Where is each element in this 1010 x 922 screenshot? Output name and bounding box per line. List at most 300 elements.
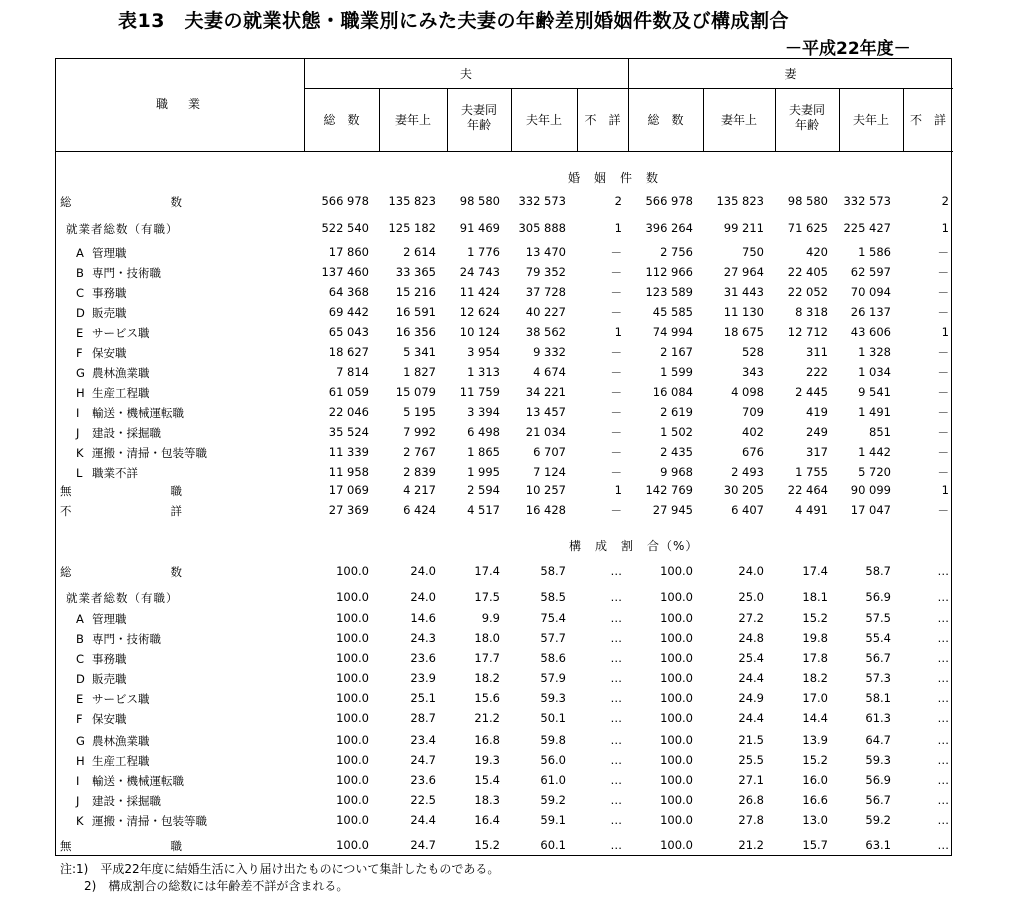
value-cell: 40 227 <box>525 305 566 319</box>
value-cell: 18.1 <box>802 590 828 604</box>
table-row <box>56 691 953 708</box>
value-cell: 79 352 <box>525 265 566 279</box>
table-row <box>56 425 953 442</box>
value-cell: 24 743 <box>459 265 500 279</box>
value-cell: － <box>937 386 949 400</box>
value-cell: 2 <box>941 194 949 208</box>
value-cell: 24.0 <box>738 564 764 578</box>
value-cell: 45 585 <box>652 305 693 319</box>
table-row <box>56 365 953 382</box>
table-title: 表13 夫妻の就業状態・職業別にみた夫妻の年齢差別婚姻件数及び構成割合 <box>118 10 789 32</box>
wife-col-header: 不 詳 <box>909 113 946 127</box>
row-label <box>76 245 127 261</box>
value-cell: 22 052 <box>787 285 828 299</box>
value-cell: － <box>937 426 949 440</box>
value-cell: 1 313 <box>467 365 500 379</box>
value-cell: 100.0 <box>336 793 369 807</box>
value-cell: 1 442 <box>858 445 891 459</box>
value-cell: 9.9 <box>481 611 500 625</box>
value-cell: 15.7 <box>802 838 828 852</box>
value-cell: － <box>610 306 622 320</box>
value-cell: 100.0 <box>336 753 369 767</box>
value-cell: 59.1 <box>540 813 566 827</box>
value-cell: － <box>610 346 622 360</box>
row-label: 就業者総数（有職） <box>66 222 179 236</box>
value-cell: 17.5 <box>474 590 500 604</box>
occupation-name: 事務職 <box>92 286 127 300</box>
occupation-name: 販売職 <box>92 672 127 686</box>
table-subtitle: －平成22年度－ <box>785 39 911 59</box>
row-label-part: 職 <box>170 484 182 498</box>
value-cell: 2 493 <box>731 465 764 479</box>
value-cell: … <box>937 838 949 852</box>
row-label-part: 職 <box>170 839 182 853</box>
row-label <box>76 265 161 281</box>
value-cell: 4 098 <box>731 385 764 399</box>
value-cell: 1 586 <box>858 245 891 259</box>
value-cell: 27.8 <box>738 813 764 827</box>
row-label-part: 無 <box>60 839 72 853</box>
value-cell: 5 195 <box>403 405 436 419</box>
wife-col-header: 夫妻同年齢 <box>788 103 825 132</box>
husband-col-header: 夫年上 <box>525 113 562 127</box>
occupation-name: 輸送・機械運転職 <box>92 774 184 788</box>
value-cell: 13.0 <box>802 813 828 827</box>
value-cell: 4 517 <box>467 503 500 517</box>
value-cell: 24.4 <box>410 813 436 827</box>
value-cell: … <box>610 753 622 767</box>
occupation-code: A <box>76 612 84 626</box>
value-cell: 18.2 <box>474 671 500 685</box>
value-cell: 12 712 <box>787 325 828 339</box>
occupation-code: B <box>76 632 84 646</box>
value-cell: 19.3 <box>474 753 500 767</box>
row-label <box>76 733 150 749</box>
value-cell: 17.8 <box>802 651 828 665</box>
value-cell: 11 424 <box>459 285 500 299</box>
occupation-code: A <box>76 246 84 260</box>
value-cell: 1 034 <box>858 365 891 379</box>
value-cell: 24.3 <box>410 631 436 645</box>
value-cell: 23.9 <box>410 671 436 685</box>
value-cell: 100.0 <box>336 711 369 725</box>
table-row <box>56 385 953 402</box>
value-cell: 22 405 <box>787 265 828 279</box>
occupation-code: I <box>76 774 80 788</box>
occupation-name: 農林漁業職 <box>92 734 150 748</box>
value-cell: 58.7 <box>865 564 891 578</box>
value-cell: … <box>610 793 622 807</box>
value-cell: … <box>937 813 949 827</box>
value-cell: 25.4 <box>738 651 764 665</box>
value-cell: 135 823 <box>388 194 436 208</box>
value-cell: 25.1 <box>410 691 436 705</box>
value-cell: … <box>937 773 949 787</box>
value-cell: 90 099 <box>850 483 891 497</box>
value-cell: 125 182 <box>388 221 436 235</box>
value-cell: － <box>610 366 622 380</box>
value-cell: 123 589 <box>645 285 693 299</box>
occupation-name: 建設・採掘職 <box>92 426 161 440</box>
value-cell: 9 968 <box>660 465 693 479</box>
value-cell: 1 <box>614 221 622 235</box>
value-cell: 7 124 <box>533 465 566 479</box>
value-cell: 112 966 <box>645 265 693 279</box>
value-cell: 100.0 <box>660 611 693 625</box>
value-cell: 17 069 <box>328 483 369 497</box>
value-cell: 317 <box>806 445 828 459</box>
value-cell: 58.7 <box>540 564 566 578</box>
value-cell: 566 978 <box>645 194 693 208</box>
table-row <box>56 611 953 628</box>
value-cell: … <box>937 753 949 767</box>
value-cell: 2 619 <box>660 405 693 419</box>
table-row <box>56 503 953 520</box>
occupation-code: H <box>76 754 85 768</box>
value-cell: 35 524 <box>328 425 369 439</box>
occupation-code: J <box>76 426 80 440</box>
occupation-code: D <box>76 672 85 686</box>
value-cell: 27 369 <box>328 503 369 517</box>
value-cell: … <box>937 631 949 645</box>
value-cell: 100.0 <box>336 590 369 604</box>
table-row <box>56 793 953 810</box>
row-label <box>76 285 127 301</box>
value-cell: 27.1 <box>738 773 764 787</box>
table-row <box>56 445 953 462</box>
section-title: 婚 姻 件 数 <box>568 171 660 185</box>
value-cell: 10 124 <box>459 325 500 339</box>
value-cell: 2 614 <box>403 245 436 259</box>
row-label-part: 詳 <box>170 504 182 518</box>
value-cell: 24.9 <box>738 691 764 705</box>
value-cell: 10 257 <box>525 483 566 497</box>
value-cell: 17.7 <box>474 651 500 665</box>
value-cell: － <box>610 504 622 518</box>
value-cell: 100.0 <box>336 773 369 787</box>
value-cell: 98 580 <box>459 194 500 208</box>
occupation-name: 生産工程職 <box>92 386 150 400</box>
value-cell: 57.9 <box>540 671 566 685</box>
value-cell: 50.1 <box>540 711 566 725</box>
value-cell: 14.4 <box>802 711 828 725</box>
table-row <box>56 245 953 262</box>
value-cell: 142 769 <box>645 483 693 497</box>
occupation-name: 管理職 <box>92 246 127 260</box>
value-cell: 402 <box>742 425 764 439</box>
value-cell: － <box>937 266 949 280</box>
value-cell: 100.0 <box>660 711 693 725</box>
value-cell: … <box>610 691 622 705</box>
occupation-name: 農林漁業職 <box>92 366 150 380</box>
occupation-name: 保安職 <box>92 712 127 726</box>
value-cell: … <box>937 651 949 665</box>
value-cell: 2 594 <box>467 483 500 497</box>
table-row <box>56 305 953 322</box>
row-label <box>76 385 150 401</box>
value-cell: 2 756 <box>660 245 693 259</box>
value-cell: 11 958 <box>328 465 369 479</box>
value-cell: 27 945 <box>652 503 693 517</box>
occupation-name: 専門・技術職 <box>92 632 161 646</box>
value-cell: 15 216 <box>395 285 436 299</box>
husband-col-header: 総 数 <box>323 113 360 127</box>
value-cell: 305 888 <box>518 221 566 235</box>
value-cell: 69 442 <box>328 305 369 319</box>
value-cell: 419 <box>806 405 828 419</box>
header-occupation: 職 業 <box>155 97 204 111</box>
value-cell: 33 365 <box>395 265 436 279</box>
value-cell: 2 435 <box>660 445 693 459</box>
occupation-code: G <box>76 734 85 748</box>
value-cell: 100.0 <box>660 671 693 685</box>
value-cell: 311 <box>806 345 828 359</box>
occupation-code: D <box>76 306 85 320</box>
row-label <box>76 813 207 829</box>
value-cell: － <box>937 286 949 300</box>
value-cell: 18.3 <box>474 793 500 807</box>
value-cell: － <box>937 504 949 518</box>
value-cell: 15.2 <box>802 611 828 625</box>
row-label <box>76 365 150 381</box>
value-cell: 24.7 <box>410 753 436 767</box>
table-row <box>56 265 953 282</box>
value-cell: 100.0 <box>336 631 369 645</box>
occupation-code: G <box>76 366 85 380</box>
value-cell: 2 <box>614 194 622 208</box>
value-cell: 100.0 <box>336 733 369 747</box>
table-row <box>56 221 953 238</box>
value-cell: 851 <box>869 425 891 439</box>
value-cell: … <box>610 651 622 665</box>
value-cell: 100.0 <box>336 813 369 827</box>
value-cell: 6 707 <box>533 445 566 459</box>
value-cell: 24.8 <box>738 631 764 645</box>
value-cell: 21.2 <box>738 838 764 852</box>
value-cell: 100.0 <box>336 671 369 685</box>
row-label <box>76 425 161 441</box>
row-label-part: 数 <box>170 195 182 209</box>
value-cell: 9 541 <box>858 385 891 399</box>
occupation-code: F <box>76 712 83 726</box>
value-cell: 709 <box>742 405 764 419</box>
value-cell: 17.4 <box>474 564 500 578</box>
value-cell: 100.0 <box>660 753 693 767</box>
value-cell: 137 460 <box>321 265 369 279</box>
value-cell: － <box>937 246 949 260</box>
value-cell: 1 <box>941 483 949 497</box>
value-cell: 24.0 <box>410 564 436 578</box>
value-cell: 1 502 <box>660 425 693 439</box>
occupation-code: J <box>76 794 80 808</box>
value-cell: － <box>610 386 622 400</box>
value-cell: 100.0 <box>660 733 693 747</box>
value-cell: 99 211 <box>723 221 764 235</box>
value-cell: 100.0 <box>660 838 693 852</box>
value-cell: … <box>610 711 622 725</box>
value-cell: 57.3 <box>865 671 891 685</box>
value-cell: 8 318 <box>795 305 828 319</box>
value-cell: … <box>610 813 622 827</box>
occupation-name: 輸送・機械運転職 <box>92 406 184 420</box>
value-cell: 74 994 <box>652 325 693 339</box>
value-cell: 4 491 <box>795 503 828 517</box>
row-label <box>76 305 127 321</box>
value-cell: 57.5 <box>865 611 891 625</box>
value-cell: 6 407 <box>731 503 764 517</box>
value-cell: 13.9 <box>802 733 828 747</box>
occupation-name: 販売職 <box>92 306 127 320</box>
value-cell: … <box>610 671 622 685</box>
value-cell: 22.5 <box>410 793 436 807</box>
column-rule <box>628 59 629 151</box>
value-cell: 1 776 <box>467 245 500 259</box>
section-title: 構 成 割 合（%） <box>569 539 699 553</box>
value-cell: 43 606 <box>850 325 891 339</box>
value-cell: 61 059 <box>328 385 369 399</box>
table-row <box>56 345 953 362</box>
value-cell: － <box>937 346 949 360</box>
value-cell: 2 167 <box>660 345 693 359</box>
value-cell: 70 094 <box>850 285 891 299</box>
row-label <box>76 631 161 647</box>
row-label <box>76 405 184 421</box>
value-cell: 59.2 <box>540 793 566 807</box>
value-cell: － <box>937 306 949 320</box>
value-cell: 15.2 <box>802 753 828 767</box>
value-cell: 3 954 <box>467 345 500 359</box>
occupation-name: 職業不詳 <box>92 466 138 480</box>
value-cell: 56.9 <box>865 590 891 604</box>
value-cell: 15.2 <box>474 838 500 852</box>
value-cell: 14.6 <box>410 611 436 625</box>
value-cell: 100.0 <box>336 691 369 705</box>
value-cell: … <box>937 611 949 625</box>
value-cell: 6 424 <box>403 503 436 517</box>
value-cell: 27.2 <box>738 611 764 625</box>
value-cell: 26 137 <box>850 305 891 319</box>
row-label <box>76 345 127 361</box>
value-cell: … <box>610 838 622 852</box>
occupation-code: K <box>76 814 84 828</box>
occupation-name: 事務職 <box>92 652 127 666</box>
table-row <box>56 711 953 728</box>
value-cell: 21.2 <box>474 711 500 725</box>
value-cell: 37 728 <box>525 285 566 299</box>
wife-col-header: 総 数 <box>647 113 684 127</box>
value-cell: 61.0 <box>540 773 566 787</box>
occupation-name: 保安職 <box>92 346 127 360</box>
value-cell: … <box>937 711 949 725</box>
occupation-name: 専門・技術職 <box>92 266 161 280</box>
value-cell: 18.2 <box>802 671 828 685</box>
value-cell: 21 034 <box>525 425 566 439</box>
occupation-code: L <box>76 466 83 480</box>
occupation-code: F <box>76 346 83 360</box>
value-cell: 58.6 <box>540 651 566 665</box>
value-cell: 11 130 <box>723 305 764 319</box>
footnotes <box>60 861 499 895</box>
value-cell: 18.0 <box>474 631 500 645</box>
table-row <box>56 733 953 750</box>
value-cell: 22 464 <box>787 483 828 497</box>
value-cell: … <box>610 590 622 604</box>
value-cell: … <box>610 773 622 787</box>
value-cell: 100.0 <box>660 590 693 604</box>
value-cell: 1 827 <box>403 365 436 379</box>
value-cell: 31 443 <box>723 285 764 299</box>
value-cell: 100.0 <box>336 564 369 578</box>
value-cell: 18 627 <box>328 345 369 359</box>
value-cell: 62 597 <box>850 265 891 279</box>
value-cell: 38 562 <box>525 325 566 339</box>
value-cell: 63.1 <box>865 838 891 852</box>
value-cell: 750 <box>742 245 764 259</box>
value-cell: 58.5 <box>540 590 566 604</box>
value-cell: － <box>610 266 622 280</box>
row-label <box>76 691 150 707</box>
value-cell: 60.1 <box>540 838 566 852</box>
table-row <box>56 325 953 342</box>
value-cell: － <box>610 246 622 260</box>
row-label <box>76 773 184 789</box>
value-cell: 59.2 <box>865 813 891 827</box>
occupation-code: B <box>76 266 84 280</box>
value-cell: 15 079 <box>395 385 436 399</box>
row-label-part: 総 <box>60 565 72 579</box>
value-cell: … <box>937 691 949 705</box>
value-cell: 16.6 <box>802 793 828 807</box>
row-label <box>76 611 127 627</box>
occupation-code: E <box>76 692 84 706</box>
table-row <box>56 813 953 830</box>
value-cell: 2 767 <box>403 445 436 459</box>
value-cell: 100.0 <box>660 564 693 578</box>
value-cell: 34 221 <box>525 385 566 399</box>
value-cell: 9 332 <box>533 345 566 359</box>
row-label <box>76 445 207 461</box>
value-cell: 56.7 <box>865 793 891 807</box>
data-table <box>55 58 952 856</box>
value-cell: 15.4 <box>474 773 500 787</box>
value-cell: － <box>610 426 622 440</box>
value-cell: 100.0 <box>660 691 693 705</box>
value-cell: 98 580 <box>787 194 828 208</box>
value-cell: 1 995 <box>467 465 500 479</box>
value-cell: 59.3 <box>540 691 566 705</box>
occupation-name: サービス職 <box>92 326 150 340</box>
value-cell: 58.1 <box>865 691 891 705</box>
value-cell: 528 <box>742 345 764 359</box>
wife-col-header: 妻年上 <box>720 113 757 127</box>
value-cell: 522 540 <box>321 221 369 235</box>
value-cell: … <box>937 564 949 578</box>
value-cell: 28.7 <box>410 711 436 725</box>
value-cell: 23.6 <box>410 773 436 787</box>
value-cell: 56.9 <box>865 773 891 787</box>
value-cell: 24.4 <box>738 671 764 685</box>
table-row <box>56 671 953 688</box>
value-cell: 7 992 <box>403 425 436 439</box>
value-cell: 135 823 <box>716 194 764 208</box>
value-cell: 676 <box>742 445 764 459</box>
value-cell: 3 394 <box>467 405 500 419</box>
value-cell: 65 043 <box>328 325 369 339</box>
value-cell: 22 046 <box>328 405 369 419</box>
occupation-name: 運搬・清掃・包装等職 <box>92 446 207 460</box>
value-cell: 56.0 <box>540 753 566 767</box>
value-cell: 7 814 <box>336 365 369 379</box>
